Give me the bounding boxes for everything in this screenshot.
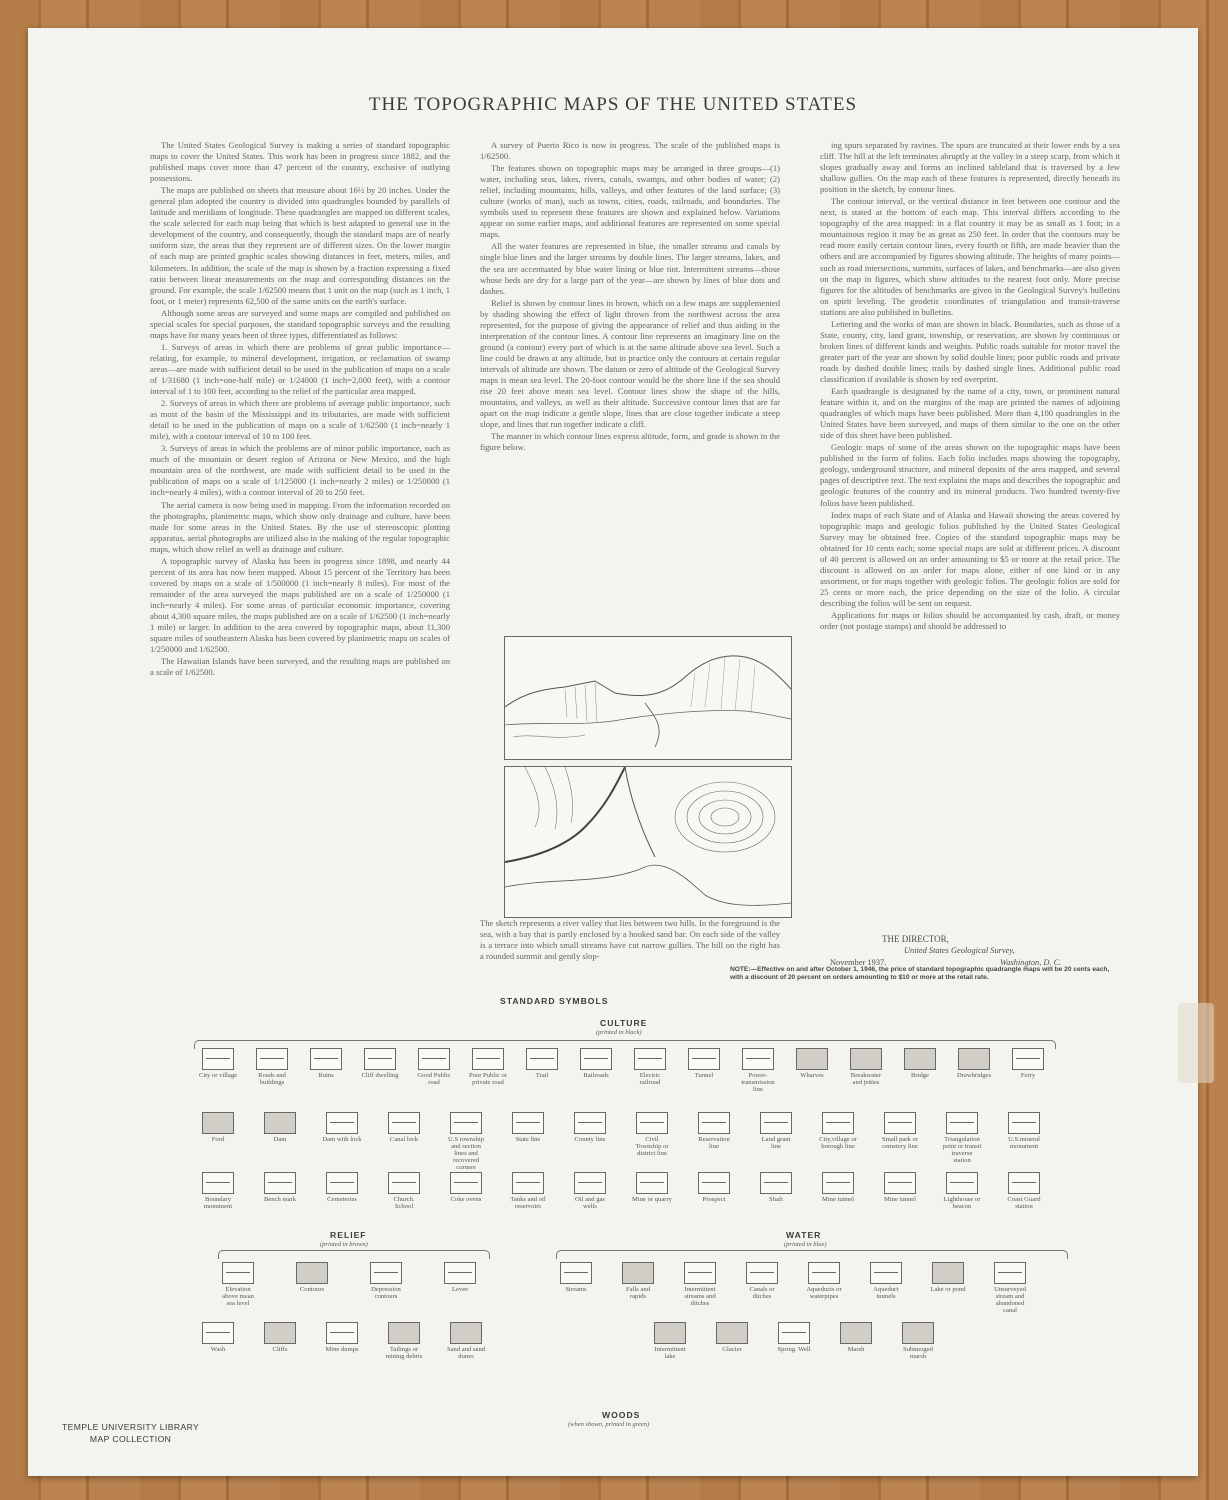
legend-symbol [570, 1112, 610, 1143]
legend-symbol-label: Tanks and oil reservoirs [510, 1196, 546, 1210]
legend-symbol-label: Aqueduct tunnels [873, 1286, 899, 1300]
legend-symbol [900, 1048, 940, 1079]
legend-symbol [774, 1322, 814, 1353]
legend-symbol-label: Marsh [847, 1346, 865, 1353]
legend-symbol-swatch [634, 1048, 666, 1070]
library-stamp-line-2: MAP COLLECTION [89, 1434, 172, 1444]
legend-symbol-label: Railroads [583, 1072, 609, 1079]
legend-symbol-label: Mine tunnel [821, 1196, 855, 1203]
legend-symbol [322, 1172, 362, 1203]
legend-symbol [446, 1112, 486, 1171]
legend-symbol-swatch [1008, 1172, 1040, 1194]
legend-symbol-swatch [716, 1322, 748, 1344]
legend-symbol [1008, 1048, 1048, 1079]
legend-symbol-swatch [450, 1322, 482, 1344]
legend-symbol-swatch [1012, 1048, 1044, 1070]
legend-symbol-label: Cliff dwelling [361, 1072, 399, 1079]
legend-symbol [632, 1112, 672, 1157]
legend-symbol-label: State line [515, 1136, 541, 1143]
text-column-1 [150, 140, 450, 679]
paragraph: Index maps of each State and of Alaska and Hawaii showing the areas covered by topographic maps and geologic folios published by the United States Geological Survey may be obtained free. Copies of the standard topographic maps may be obtained for 10 cents each; some special maps are sold at different prices. A discount of 40 percent is allowed on an order amounting to $5 or more at the retail price. The discount is allowed on an order for maps alone, either of one kind or in any assortment, or for maps together with geologic folios. The geologic folios are sold for 25 cents or more each, the price depending on the size of the folio. A circular describing the folios will be sent on request. [820, 509, 1120, 608]
legend-symbol-swatch [904, 1048, 936, 1070]
water-brace [556, 1250, 1068, 1259]
relief-subtitle: (printed in brown) [320, 1241, 368, 1248]
legend-symbol-swatch [388, 1172, 420, 1194]
culture-subtitle: (printed in black) [596, 1029, 642, 1036]
legend-symbol-label: Breakwater and jetties [850, 1072, 882, 1086]
signature-title: THE DIRECTOR, [882, 934, 949, 944]
legend-symbol-swatch [580, 1048, 612, 1070]
page-title: THE TOPOGRAPHIC MAPS OF THE UNITED STATES [368, 94, 858, 115]
water-heading: WATER [786, 1230, 822, 1240]
library-stamp [62, 1421, 199, 1445]
paragraph: The contour interval, or the vertical distance in feet between one contour and the next, is stated at the bottom of each map. This interval differs according to the topography of the area mapped: in a flat country it may be as small as 1 foot; in a mountainous region it may be as great as 250 feet. In order that the contours may be read more easily certain contour lines, every fourth or fifth, are made heavier than the others and are accompanied by figures showing altitude. The heights of many points—such as road intersections, summits, surfaces of lakes, and benchmarks—are also given on the map in figures, which show altitudes to the nearest foot only. More precise figures for the altitudes of benchmarks are given in the Geological Survey's bulletins on spirit leveling. The geodetic coordinates of triangulation and transit-traverse stations are also published in bulletins. [820, 196, 1120, 317]
paragraph: Each quadrangle is designated by the name of a city, town, or prominent natural feature within it, and on the margins of the map are printed the names of adjoining quadrangles of which maps have been published. More than 4,100 quadrangles in the United States have been surveyed, and maps of them similar to the one on the other side of this sheet have been published. [820, 386, 1120, 441]
legend-symbol-label: Coke ovens [450, 1196, 482, 1203]
legend-symbol [252, 1048, 292, 1086]
woods-subtitle: (when shown, printed in green) [568, 1421, 650, 1428]
legend-symbol-label: Lighthouse or beacon [943, 1196, 981, 1210]
legend-symbol-label: Wharves [800, 1072, 824, 1079]
legend-symbol [198, 1048, 238, 1079]
legend-symbol-label: Shaft [769, 1196, 783, 1203]
legend-symbol [384, 1322, 424, 1360]
legend-symbol-swatch [264, 1322, 296, 1344]
legend-symbol-label: Glacier [722, 1346, 742, 1353]
signature-place: Washington, D. C. [1000, 958, 1062, 967]
legend-symbol-swatch [994, 1262, 1026, 1284]
legend-symbol-swatch [932, 1262, 964, 1284]
woods-heading: WOODS [602, 1410, 641, 1420]
paragraph: The features shown on topographic maps may be arranged in three groups—(1) water, including seas, lakes, rivers, canals, swamps, and other bodies of water; (2) relief, including mountains, hills, valleys, and other features of the land surface; (3) culture (works of man), such as towns, cities, roads, railroads, and boundaries. The symbols used to represent these features are shown and explained below. Variations appear on some earlier maps, and additional features are represented on some special maps. [480, 163, 780, 240]
legend-symbol [260, 1172, 300, 1203]
legend-symbol-swatch [450, 1172, 482, 1194]
legend-symbol-swatch [326, 1112, 358, 1134]
legend-symbol [792, 1048, 832, 1079]
legend-symbol-swatch [622, 1262, 654, 1284]
legend-symbol-label: Bridge [911, 1072, 929, 1079]
relief-brace [218, 1250, 490, 1259]
landscape-sketch-figure [504, 636, 792, 760]
library-stamp-line-1: TEMPLE UNIVERSITY LIBRARY [62, 1422, 200, 1432]
legend-symbol-label: Prospect [702, 1196, 726, 1203]
legend-symbol [198, 1322, 238, 1353]
legend-symbol-label: Tailings or mining debris [385, 1346, 423, 1360]
paragraph: All the water features are represented in blue, the smaller streams and canals by single blue lines and the larger streams by double lines. The larger streams, lakes, and the sea are accentuated by blue water lining or blue tint. Intermittent streams—those whose beds are dry for a large part of the year—are shown by lines of blue dots and dashes. [480, 241, 780, 296]
paragraph: A topographic survey of Alaska has been in progress since 1898, and nearly 44 percent of its area has now been mapped. About 15 percent of the Territory has been covered by maps on a scale of 1/500000 (1 inch=nearly 8 miles). For most of the remainder of the area surveyed the maps published are on a scale of 1/250000 (1 inch=nearly 4 miles). For some areas of particular economic importance, covering about 4,300 square miles, the maps published are on a scale of 1/62500 (1 inch=nearly 1 mile) or larger. In addition to the area covered by topographic maps, about 11,300 square miles of southeastern Alaska has been covered by planimetric maps on scales of 1/250000 and 1/62500. [150, 555, 450, 655]
legend-symbol-swatch [636, 1172, 668, 1194]
legend-symbol [880, 1172, 920, 1203]
legend-symbol-label: Ford [211, 1136, 225, 1143]
legend-symbol-label: Church. School [393, 1196, 415, 1210]
legend-symbol-swatch [222, 1262, 254, 1284]
legend-symbol-swatch [760, 1172, 792, 1194]
legend-symbol-swatch [264, 1112, 296, 1134]
paragraph: 1. Surveys of areas in which there are problems of great public importance—relating, for example, to mineral development, irrigation, or reclamation of swamp areas—are made with sufficient detail to be used in the publication of maps on a scale of 1/31680 (1 inch=one-half mile) or 1/24000 (1 inch=2,000 feet), with a contour interval of 1 to 100 feet, according to the relief of the particular area mapped. [150, 341, 450, 397]
legend-symbol-label: Drawbridges [956, 1072, 992, 1079]
legend-symbol [898, 1322, 938, 1360]
legend-symbol-label: Depression contours [371, 1286, 401, 1300]
legend-symbol-swatch [850, 1048, 882, 1070]
legend-symbol-swatch [296, 1262, 328, 1284]
signature-date: November 1937. [830, 958, 887, 967]
legend-symbol-label: Canal lock [389, 1136, 419, 1143]
legend-symbol [650, 1322, 690, 1360]
legend-symbol-label: Civil Township or district line [635, 1136, 669, 1157]
legend-symbol-swatch [746, 1262, 778, 1284]
paragraph: The maps are published on sheets that measure about 16½ by 20 inches. Under the general plan adopted the country is divided into quadrangles bounded by parallels of latitude and meridians of longitude. These quadrangles are mapped on different scales, the scale selected for each map being that which is best adapted to general use in the development of the country, and consequently, though the standard maps are of nearly uniform size, the areas that they represent are of different sizes. On the lower margin of each map are printed graphic scales showing distances in feet, meters, miles, and kilometers. In addition, the scale of the map is shown by a fraction expressing a fixed ratio between linear measurements on the map and corresponding distances on the ground. For example, the scale 1/62500 means that 1 unit on the map (such as 1 inch, 1 foot, or 1 meter) represents 62,500 of the same units on the earth's surface. [150, 185, 450, 306]
paragraph: The manner in which contour lines express altitude, form, and grade is shown in the figure below. [480, 431, 780, 453]
legend-symbol [684, 1048, 724, 1079]
paragraph: Lettering and the works of man are shown in black. Boundaries, such as those of a State, county, city, land grant, township, or reservation, are shown by continuous or broken lines of different kinds and weights. Public roads suitable for motor travel the greater part of the year are shown by solid double lines; poor public roads and private roads by dashed double lines; trails by dashed single lines. Additional public road classification if available is shown by red overprint. [820, 318, 1120, 384]
legend-symbol-swatch [202, 1048, 234, 1070]
legend-symbol-label: Dam with lock [322, 1136, 362, 1143]
legend-symbol-label: Canals or ditches [749, 1286, 775, 1300]
legend-symbol [522, 1048, 562, 1079]
paragraph: Applications for maps or folios should be accompanied by cash, draft, or money order (not postage stamps) and should be addressed to [820, 609, 1120, 632]
legend-symbol-label: Ferry [1020, 1072, 1036, 1079]
water-subtitle: (printed in blue) [784, 1241, 827, 1248]
paragraph: 3. Surveys of areas in which the problems are of minor public importance, such as much of the mountain or desert region of Arizona or New Mexico, and the high mountain area of the northwest, are made with sufficient detail to be used in the publication of maps on a scale of 1/125000 (1 inch=nearly 2 miles) or 1/250000 (1 inch=nearly 4 miles), with a contour interval of 20 to 250 feet. [150, 443, 450, 498]
legend-symbol-swatch [698, 1172, 730, 1194]
document-sheet [28, 28, 1198, 1476]
legend-symbol-label: Electric railroad [639, 1072, 661, 1086]
legend-symbol [954, 1048, 994, 1079]
legend-symbol-label: Bench mark [263, 1196, 297, 1203]
legend-symbol [818, 1172, 858, 1203]
text-column-2 [480, 140, 780, 454]
legend-symbol-swatch [1008, 1112, 1040, 1134]
legend-symbol-label: County line [574, 1136, 606, 1143]
legend-symbol-swatch [902, 1322, 934, 1344]
legend-symbol [260, 1112, 300, 1143]
legend-symbol-swatch [310, 1048, 342, 1070]
legend-symbol-label: Trail [535, 1072, 549, 1079]
legend-symbol-swatch [264, 1172, 296, 1194]
legend-symbol-swatch [364, 1048, 396, 1070]
paragraph: The Hawaiian Islands have been surveyed, and the resulting maps are published on a scale of 1/62500. [150, 656, 450, 678]
legend-symbol-label: Coast Guard station [1007, 1196, 1041, 1210]
legend-symbol-swatch [512, 1172, 544, 1194]
legend-symbol [756, 1112, 796, 1150]
legend-symbol-swatch [560, 1262, 592, 1284]
legend-symbol [218, 1262, 258, 1307]
legend-symbol-label: Submerged marsh [903, 1346, 933, 1360]
legend-symbol [360, 1048, 400, 1079]
legend-symbol-swatch [450, 1112, 482, 1134]
legend-symbol [508, 1172, 548, 1210]
legend-symbol-label: U.S township and section lines and recovered corners [448, 1136, 484, 1171]
legend-symbol [712, 1322, 752, 1353]
legend-symbol-label: Mine tunnel [883, 1196, 917, 1203]
legend-symbol-swatch [840, 1322, 872, 1344]
legend-symbol [570, 1172, 610, 1210]
legend-symbol-label: Mine dumps [325, 1346, 359, 1353]
legend-symbol [306, 1048, 346, 1079]
legend-symbol-label: Elevation above mean sea level [222, 1286, 254, 1307]
legend-symbol-label: Land grant line [761, 1136, 791, 1150]
legend-symbol-label: Dam [273, 1136, 287, 1143]
legend-symbol-swatch [370, 1262, 402, 1284]
legend-symbol-label: Falls and rapids [626, 1286, 650, 1300]
legend-symbol [742, 1262, 782, 1300]
legend-symbol-swatch [574, 1112, 606, 1134]
legend-symbol-label: Good Public road [417, 1072, 451, 1086]
legend-symbol-label: Unsurveyed stream and abandoned canal [994, 1286, 1026, 1314]
legend-symbol [384, 1172, 424, 1210]
paragraph: A survey of Puerto Rico is now in progress. The scale of the published maps is 1/62500. [480, 140, 780, 162]
legend-symbol-label: Reservation line [698, 1136, 730, 1150]
legend-symbol [804, 1262, 844, 1300]
culture-heading: CULTURE [600, 1018, 648, 1028]
legend-symbol-label: City or village [198, 1072, 238, 1079]
legend-symbol-label: Wash [210, 1346, 226, 1353]
text-column-3 [820, 140, 1120, 633]
legend-symbol-label: City,village or borough line [819, 1136, 857, 1150]
paper-stain [1178, 1003, 1214, 1083]
legend-symbol-label: Streams [565, 1286, 587, 1293]
legend-symbol-swatch [884, 1172, 916, 1194]
legend-symbol [928, 1262, 968, 1293]
legend-symbol [756, 1172, 796, 1203]
legend-symbol [942, 1112, 982, 1164]
relief-heading: RELIEF [330, 1230, 367, 1240]
legend-symbol-label: Contours [299, 1286, 325, 1293]
legend-symbol [468, 1048, 508, 1086]
legend-symbol-swatch [256, 1048, 288, 1070]
legend-symbol [414, 1048, 454, 1086]
legend-symbol [384, 1112, 424, 1143]
legend-symbol [846, 1048, 886, 1086]
paragraph: The aerial camera is now being used in mapping. From the information recorded on the photographs, planimetric maps, which show only drainage and culture, have been made for some areas in the United States. By the use of stereoscopic plotting apparatus, aerial photographs are utilized also in the making of the regular topographic maps, which show relief as well as drainage and culture. [150, 499, 450, 554]
legend-symbol [818, 1112, 858, 1150]
legend-symbol [694, 1112, 734, 1150]
legend-symbol [322, 1112, 362, 1143]
paragraph: 2. Surveys of areas in which there are problems of average public importance, such as most of the basin of the Mississippi and its tributaries, are made with sufficient detail to be used in the publication of maps on a scale of 1/62500 (1 inch=nearly 1 mile), with a contour interval of 10 to 100 feet. [150, 398, 450, 442]
legend-symbol [630, 1048, 670, 1086]
legend-symbol [618, 1262, 658, 1300]
legend-symbol [680, 1262, 720, 1307]
legend-symbol [292, 1262, 332, 1293]
legend-symbol [1004, 1172, 1044, 1210]
legend-symbol-swatch [684, 1262, 716, 1284]
legend-symbol-label: Levee [451, 1286, 469, 1293]
legend-heading: STANDARD SYMBOLS [500, 996, 609, 1006]
legend-symbol [694, 1172, 734, 1203]
legend-symbol-label: Sand and sand dunes [446, 1346, 486, 1360]
legend-symbol-label: U.S.mineral monument [1008, 1136, 1040, 1150]
paragraph: The United States Geological Survey is making a series of standard topographic maps to cover the United States. This work has been in progress since 1882, and the published maps cover more than 47 percent of the country, exclusive of outlying possessions. [150, 140, 450, 184]
legend-symbol-swatch [202, 1172, 234, 1194]
legend-symbol-label: Spring. Well [777, 1346, 811, 1353]
legend-symbol [866, 1262, 906, 1300]
legend-symbol-swatch [326, 1322, 358, 1344]
legend-symbol-swatch [870, 1262, 902, 1284]
price-note: NOTE:—Effective on and after October 1, 1946, the price of standard topographic quadrangle maps will be 20 cents each, with a discount of 20 percent on orders amounting to $10 or more at the retail rate. [730, 966, 1110, 981]
legend-symbol [556, 1262, 596, 1293]
legend-symbol-swatch [202, 1322, 234, 1344]
paragraph: Relief is shown by contour lines in brown, which on a few maps are supplemented by shading showing the effect of light thrown from the northwest across the area represented, for the purpose of giving the appearance of relief and thus aiding in the interpretation of the contour lines. A contour line represents an imaginary line on the ground (a contour) every part of which is at the same altitude above sea level. Such a line could be drawn at any altitude, but in practice only the contours at certain regular intervals of altitude are shown. The datum or zero of altitude of the Geological Survey maps is mean sea level. The 20-foot contour would be the shore line if the sea should rise 20 feet above mean sea level. Contour lines show the shape of the hills, mountains, and valleys, as well as their altitude. Successive contour lines that are far apart on the map indicate a gentle slope, lines that are close together indicate a steep slope, and lines that run together indicate a cliff. [480, 297, 780, 430]
legend-symbol-swatch [418, 1048, 450, 1070]
legend-symbol-label: Ruins [318, 1072, 334, 1079]
legend-symbol-swatch [388, 1322, 420, 1344]
legend-symbol-label: Mine or quarry [632, 1196, 672, 1203]
legend-symbol [198, 1112, 238, 1143]
legend-symbol [322, 1322, 362, 1353]
legend-symbol-swatch [574, 1172, 606, 1194]
paragraph: Geologic maps of some of the areas shown on the topographic maps have been published in the form of folios. Each folio includes maps showing the topography, geology, underground structure, and mineral deposits of the area mapped, and several pages of descriptive text. The text explains the maps and describes the topographic and geologic features of the country and its mineral products. Two hundred twenty-five folios have been published. [820, 442, 1120, 508]
legend-symbol [836, 1322, 876, 1353]
paragraph: Although some areas are surveyed and some maps are compiled and published on special scales for special purposes, the standard topographic surveys and the resulting maps have for many years been of three types, differentiated as follows: [150, 307, 450, 340]
legend-symbol-label: Oil and gas wells [574, 1196, 606, 1210]
legend-symbol-swatch [512, 1112, 544, 1134]
legend-symbol [366, 1262, 406, 1300]
legend-symbol-label: Tunnel [694, 1072, 714, 1079]
legend-symbol-label: Triangulation point or transit traverse station [942, 1136, 982, 1164]
legend-symbol [440, 1262, 480, 1293]
legend-symbol [1004, 1112, 1044, 1150]
legend-symbol-swatch [388, 1112, 420, 1134]
legend-symbol-swatch [946, 1112, 978, 1134]
legend-symbol-swatch [654, 1322, 686, 1344]
figure-caption: The sketch represents a river valley that lies between two hills. In the foreground is the sea, with a bay that is partly enclosed by a hooked sand bar. On each side of the valley is a terrace into which small streams have cut narrow gullies. The hill on the right has a rounded summit and gently slop- [480, 918, 780, 961]
legend-symbol-swatch [958, 1048, 990, 1070]
legend-symbol [880, 1112, 920, 1150]
signature-org: United States Geological Survey, [904, 946, 1015, 955]
legend-symbol [446, 1322, 486, 1360]
legend-symbol-swatch [884, 1112, 916, 1134]
legend-symbol-label: Cemeteries [327, 1196, 357, 1203]
legend-symbol-swatch [202, 1112, 234, 1134]
legend-symbol-label: Small park or cemetery line [882, 1136, 918, 1150]
legend-symbol [990, 1262, 1030, 1314]
legend-symbol-label: Aqueducts or waterpipes [806, 1286, 842, 1300]
legend-symbol-swatch [326, 1172, 358, 1194]
legend-symbol-label: Lake or pond [930, 1286, 966, 1293]
legend-symbol-swatch [444, 1262, 476, 1284]
paragraph: ing spurs separated by ravines. The spurs are truncated at their lower ends by a sea cliff. The hill at the left terminates abruptly at the valley in a steep scarp, from which it slopes gradually away and forms an inclined tableland that is traversed by a few shallow gullies. On the map each of these features is represented, directly beneath its position in the sketch, by contour lines. [820, 140, 1120, 195]
legend-symbol-swatch [742, 1048, 774, 1070]
legend-symbol-swatch [688, 1048, 720, 1070]
legend-symbol-swatch [778, 1322, 810, 1344]
legend-symbol-label: Intermittent lake [654, 1346, 686, 1360]
legend-symbol-label: Boundary monument [203, 1196, 233, 1210]
legend-symbol-label: Roads and buildings [258, 1072, 286, 1086]
legend-symbol-swatch [698, 1112, 730, 1134]
legend-symbol [632, 1172, 672, 1203]
legend-symbol-swatch [472, 1048, 504, 1070]
legend-symbol-swatch [636, 1112, 668, 1134]
legend-symbol [446, 1172, 486, 1203]
legend-symbol-swatch [760, 1112, 792, 1134]
legend-symbol [508, 1112, 548, 1143]
legend-symbol [942, 1172, 982, 1210]
legend-symbol [738, 1048, 778, 1093]
legend-symbol [260, 1322, 300, 1353]
legend-symbol-swatch [526, 1048, 558, 1070]
contour-map-figure [504, 766, 792, 918]
legend-symbol-swatch [946, 1172, 978, 1194]
legend-symbol [198, 1172, 238, 1210]
legend-symbol-swatch [822, 1172, 854, 1194]
legend-symbol-label: Power-transmission line [741, 1072, 775, 1093]
legend-symbol-label: Intermittent streams and ditches [684, 1286, 716, 1307]
legend-symbol [576, 1048, 616, 1079]
legend-symbol-swatch [822, 1112, 854, 1134]
legend-symbol-swatch [796, 1048, 828, 1070]
legend-symbol-label: Poor Public or private road [468, 1072, 508, 1086]
legend-symbol-swatch [808, 1262, 840, 1284]
legend-symbol-label: Cliffs [272, 1346, 288, 1353]
